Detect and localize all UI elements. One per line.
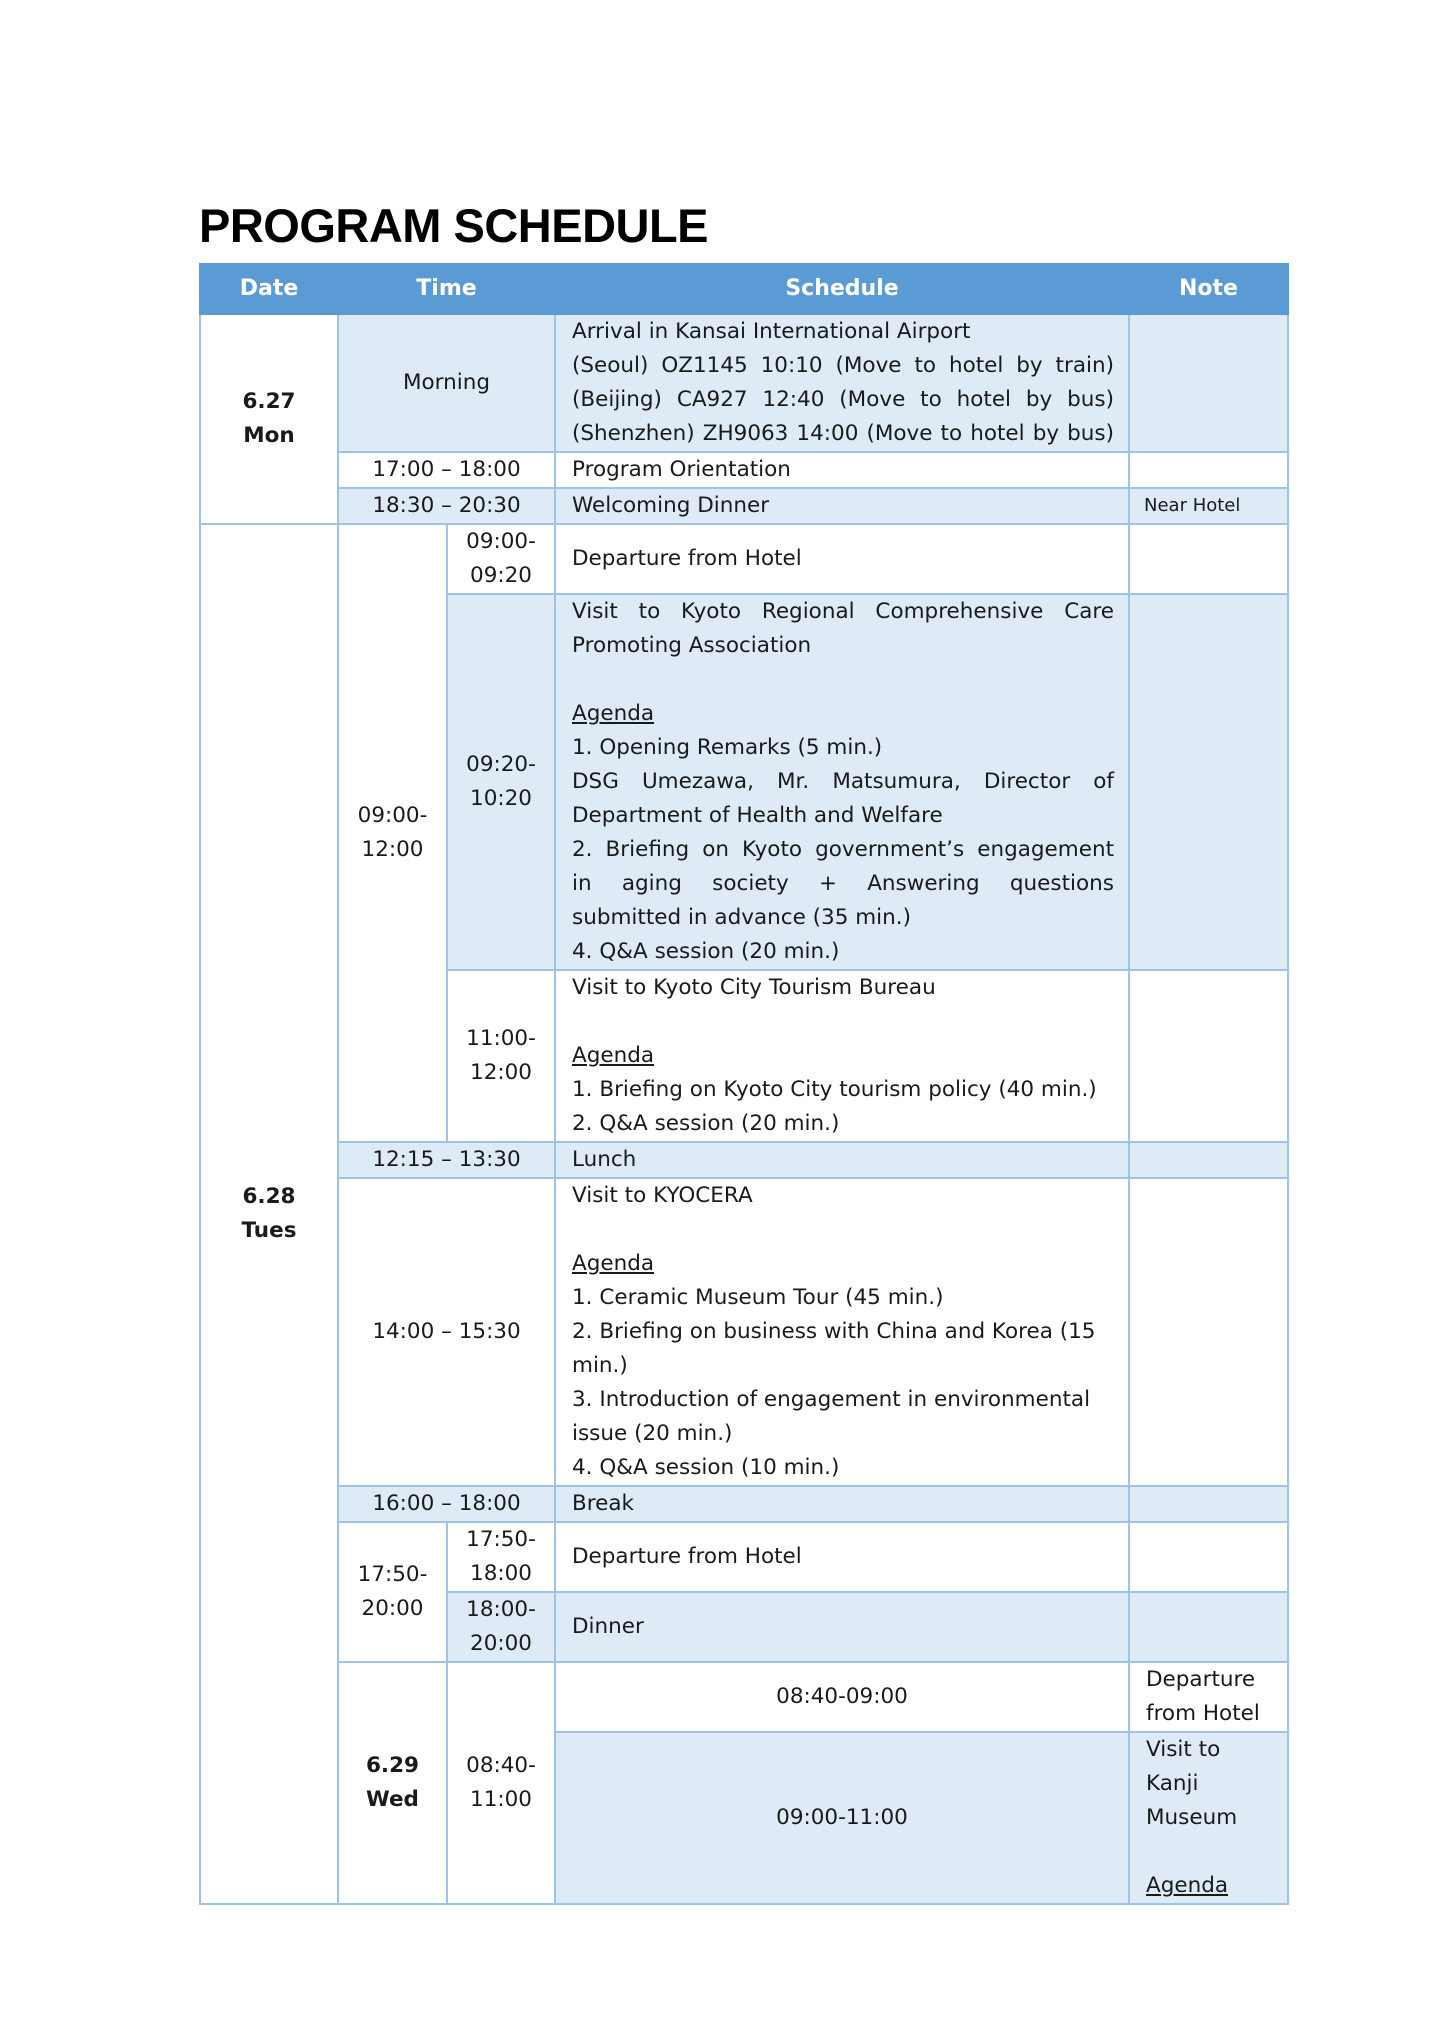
schedule-line: 1. Opening Remarks (5 min.) <box>572 735 883 760</box>
schedule-cell: Program Orientation <box>555 452 1129 488</box>
table-row <box>200 1522 1288 1592</box>
agenda-label: Agenda <box>572 1043 655 1068</box>
note-cell <box>1129 314 1288 452</box>
schedule-line: Arrival in Kansai International Airport <box>572 319 971 344</box>
note-cell <box>1129 524 1288 594</box>
page-title: PROGRAM SCHEDULE <box>199 199 709 252</box>
table-row <box>200 1178 1288 1486</box>
date-label: 6.28 <box>242 1184 296 1209</box>
note-cell: Near Hotel <box>1129 488 1288 524</box>
schedule-cell <box>555 1178 1129 1486</box>
time-cell: 09:00-09:20 <box>447 524 555 594</box>
schedule-cell <box>1129 1732 1288 1904</box>
schedule-line: 2. Q&A session (20 min.) <box>572 1111 840 1136</box>
schedule-line: (Shenzhen) ZH9063 14:00 (Move to hotel by bus) <box>572 421 1114 446</box>
time-cell: 18:00-20:00 <box>447 1592 555 1662</box>
schedule-line: min.) <box>572 1353 628 1378</box>
time-cell: 09:20-10:20 <box>447 594 555 970</box>
schedule-line: (Seoul) OZ1145 10:10 (Move to hotel by train) <box>572 353 1114 378</box>
schedule-cell: Departure from Hotel <box>1129 1662 1288 1732</box>
agenda-label: Agenda <box>1146 1873 1229 1898</box>
note-cell <box>1129 970 1288 1142</box>
time-cell: 16:00 – 18:00 <box>338 1486 555 1522</box>
time-cell: 14:00 – 15:30 <box>338 1178 555 1486</box>
schedule-line: Visit to Kyoto Regional Comprehensive Care <box>572 599 1114 624</box>
day-label: Tues <box>241 1218 297 1243</box>
table-row <box>200 524 1288 594</box>
header-time: Time <box>338 264 555 314</box>
schedule-line: 3. Introduction of engagement in environmental <box>572 1387 1091 1412</box>
time-cell: Morning <box>338 314 555 452</box>
schedule-line: 1. Ceramic Museum Tour (45 min.) <box>572 1285 944 1310</box>
schedule-cell: Departure from Hotel <box>555 524 1129 594</box>
note-cell <box>1129 1486 1288 1522</box>
schedule-cell: Dinner <box>555 1592 1129 1662</box>
note-cell <box>1129 452 1288 488</box>
date-cell-0628 <box>200 524 338 1904</box>
schedule-cell <box>555 970 1129 1142</box>
note-cell <box>1129 594 1288 970</box>
schedule-line: issue (20 min.) <box>572 1421 733 1446</box>
time-cell: 12:15 – 13:30 <box>338 1142 555 1178</box>
note-cell <box>1129 1142 1288 1178</box>
time-cell: 17:00 – 18:00 <box>338 452 555 488</box>
day-label: Mon <box>243 423 295 448</box>
schedule-table <box>199 263 1289 1905</box>
table-row <box>200 1142 1288 1178</box>
table-row <box>200 314 1288 452</box>
schedule-line: 2. Briefing on business with China and Korea (15 <box>572 1319 1096 1344</box>
time-cell: 18:30 – 20:30 <box>338 488 555 524</box>
date-cell-0627 <box>200 314 338 524</box>
schedule-cell: Welcoming Dinner <box>555 488 1129 524</box>
header-schedule: Schedule <box>555 264 1129 314</box>
schedule-line: Department of Health and Welfare <box>572 803 943 828</box>
table-row <box>200 1662 1288 1732</box>
time-cell: 08:40-09:00 <box>555 1662 1129 1732</box>
schedule-line: submitted in advance (35 min.) <box>572 905 911 930</box>
schedule-line: 1. Briefing on Kyoto City tourism policy (40 min.) <box>572 1077 1097 1102</box>
schedule-line: 4. Q&A session (10 min.) <box>572 1455 840 1480</box>
note-cell <box>1129 1178 1288 1486</box>
schedule-line: Promoting Association <box>572 633 812 658</box>
header-row <box>200 264 1288 314</box>
schedule-line: Visit to Kyoto City Tourism Bureau <box>572 975 936 1000</box>
table-row <box>200 488 1288 524</box>
schedule-cell: Departure from Hotel <box>555 1522 1129 1592</box>
table-row <box>200 452 1288 488</box>
time-cell: 17:50-18:00 <box>447 1522 555 1592</box>
time-cell: 09:00-11:00 <box>555 1732 1129 1904</box>
time-cell: 11:00-12:00 <box>447 970 555 1142</box>
schedule-line: DSG Umezawa, Mr. Matsumura, Director of <box>572 769 1114 794</box>
note-cell <box>1129 1522 1288 1592</box>
date-cell-0629 <box>338 1662 447 1904</box>
date-label: 6.27 <box>242 389 296 414</box>
header-date: Date <box>200 264 338 314</box>
schedule-line: (Beijing) CA927 12:40 (Move to hotel by bus) <box>572 387 1114 412</box>
day-label: Wed <box>366 1787 419 1812</box>
schedule-cell <box>555 314 1129 452</box>
schedule-cell: Break <box>555 1486 1129 1522</box>
time-block-cell: 09:00-12:00 <box>338 524 447 1142</box>
schedule-line: Visit to Kanji Museum <box>1146 1737 1238 1830</box>
date-label: 6.29 <box>365 1753 420 1778</box>
note-cell <box>1129 1592 1288 1662</box>
time-block-cell: 08:40-11:00 <box>447 1662 555 1904</box>
schedule-line: in aging society + Answering questions <box>572 871 1114 896</box>
schedule-cell <box>555 594 1129 970</box>
schedule-line: 2. Briefing on Kyoto government’s engagement <box>572 837 1114 862</box>
header-note: Note <box>1129 264 1288 314</box>
time-block-cell: 17:50-20:00 <box>338 1522 447 1662</box>
agenda-label: Agenda <box>572 701 655 726</box>
schedule-cell: Lunch <box>555 1142 1129 1178</box>
table-row <box>200 1486 1288 1522</box>
agenda-label: Agenda <box>572 1251 655 1276</box>
schedule-line: Visit to KYOCERA <box>572 1183 753 1208</box>
schedule-line: 4. Q&A session (20 min.) <box>572 939 840 964</box>
